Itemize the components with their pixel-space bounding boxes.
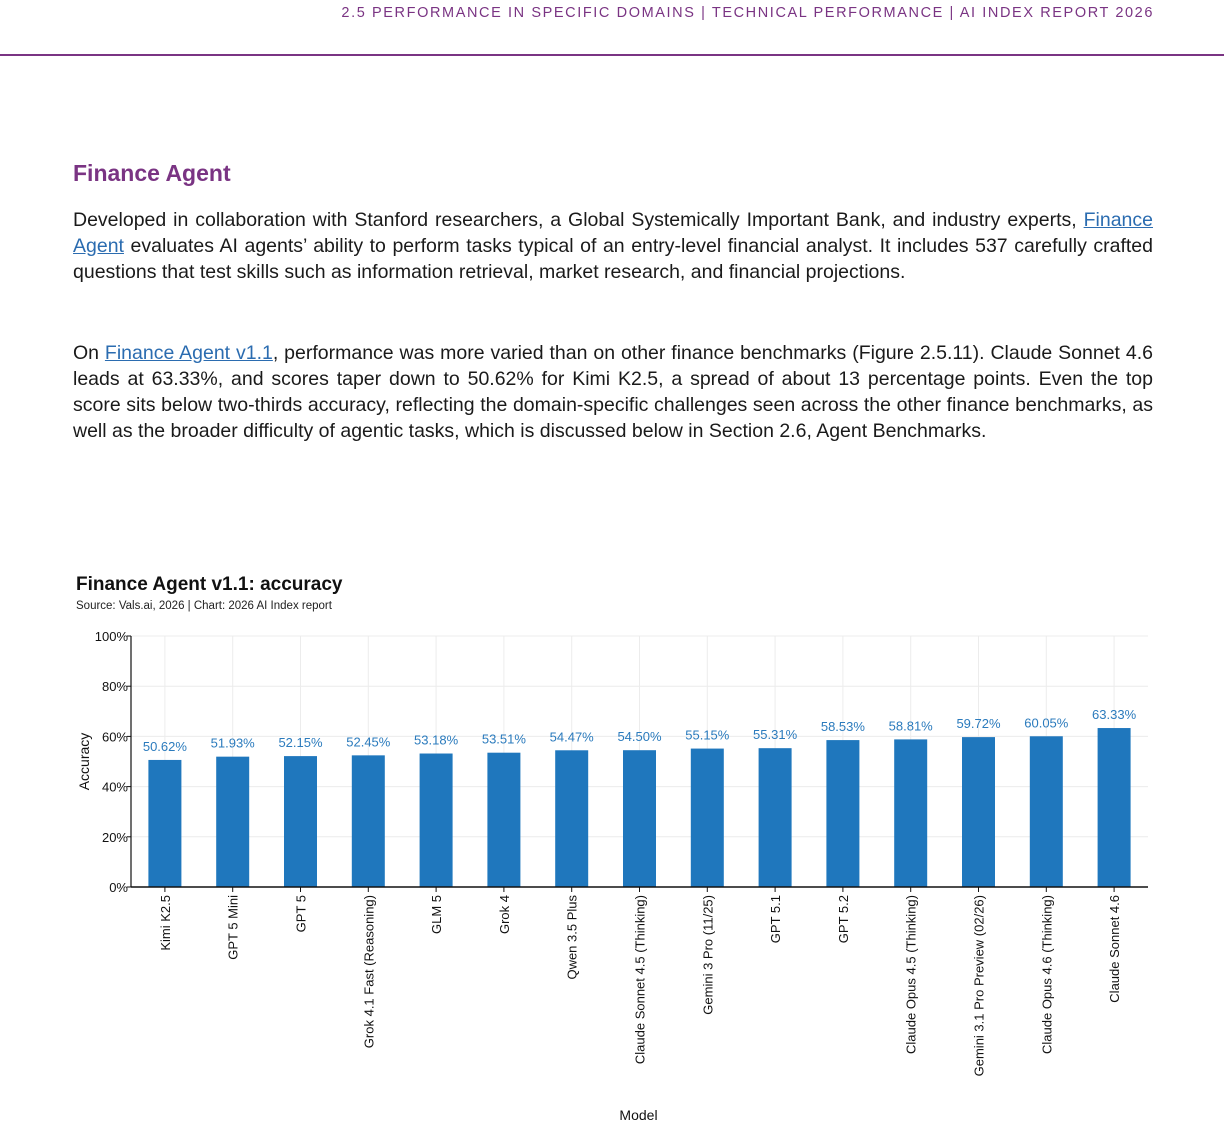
x-tick-label: Claude Opus 4.6 (Thinking): [1039, 895, 1055, 1054]
bar: [826, 740, 859, 887]
bar-value-label: 54.50%: [617, 729, 662, 745]
bar-value-label: 52.45%: [346, 734, 391, 750]
x-tick-label: Claude Sonnet 4.5 (Thinking): [632, 895, 648, 1065]
x-tick-label: GLM 5: [429, 895, 445, 935]
y-tick-label: 100%: [94, 629, 128, 644]
bar: [284, 756, 317, 887]
bar-value-label: 53.51%: [481, 731, 526, 747]
x-tick-label: Grok 4.1 Fast (Reasoning): [361, 895, 377, 1049]
para2-text-start: On: [73, 342, 105, 364]
bar: [759, 748, 792, 887]
x-tick-label: GPT 5: [293, 895, 309, 933]
bar-value-label: 63.33%: [1092, 707, 1137, 723]
bar: [623, 750, 656, 887]
bar-value-label: 54.47%: [549, 729, 594, 745]
y-tick-label: 0%: [109, 880, 128, 895]
para2-text-end: , performance was more varied than on other finance benchmarks (Figure 2.5.11). Claude Sonnet 4.6 leads at 63.33%, and scores taper down to 50.62% for Kimi K2.5, a spread of about 13 percentage points. Even the top score sits below two-thirds accuracy, reflecting the domain-specific challenges seen across the other finance benchmarks, as well as the broader difficulty of agentic tasks, which is discussed below in Section 2.6, Agent Benchmarks.: [73, 342, 1153, 442]
bar-value-label: 60.05%: [1024, 715, 1069, 731]
bar: [555, 750, 588, 887]
y-axis-title: Accuracy: [76, 732, 92, 791]
chart-title: Finance Agent v1.1: accuracy: [76, 574, 343, 595]
chart-source: Source: Vals.ai, 2026 | Chart: 2026 AI Index report: [76, 600, 332, 612]
x-tick-label: GPT 5.1: [768, 895, 784, 944]
x-tick-label: Grok 4: [496, 895, 512, 935]
x-tick-label: Gemini 3.1 Pro Preview (02/26): [971, 895, 987, 1077]
bar: [352, 755, 385, 887]
bar: [962, 737, 995, 887]
x-tick-label: GPT 5 Mini: [225, 895, 241, 960]
bar-value-label: 58.81%: [888, 718, 933, 734]
bar: [1098, 728, 1131, 887]
x-tick-label: Claude Opus 4.5 (Thinking): [903, 895, 919, 1054]
x-axis-title: Model: [619, 1107, 658, 1123]
x-tick-label: Kimi K2.5: [157, 895, 173, 951]
x-tick-label: Gemini 3 Pro (11/25): [700, 895, 716, 1015]
x-tick-label: GPT 5.2: [835, 895, 851, 944]
bar: [148, 760, 181, 887]
finance-agent-v11-link[interactable]: Finance Agent v1.1: [104, 342, 273, 364]
x-tick-label: Qwen 3.5 Plus: [564, 895, 580, 980]
bar-value-label: 58.53%: [820, 719, 865, 735]
bar-value-label: 53.18%: [414, 732, 459, 748]
bar: [216, 757, 249, 887]
bar-value-label: 50.62%: [142, 738, 187, 754]
bar-value-label: 55.15%: [685, 727, 730, 743]
section-title: Finance Agent: [73, 160, 231, 186]
bar: [1030, 736, 1063, 887]
bars: [148, 728, 1130, 887]
bar-value-label: 51.93%: [210, 735, 255, 751]
x-tick-label: Claude Sonnet 4.6: [1107, 895, 1123, 1003]
para1-text-start: Developed in collaboration with Stanford researchers, a Global Systemically Important Bank, and industry experts,: [73, 209, 1084, 231]
y-tick-label: 20%: [101, 829, 128, 845]
bar-value-label: 59.72%: [956, 716, 1001, 732]
y-tick-label: 80%: [101, 679, 128, 695]
bar: [691, 749, 724, 887]
y-tick-label: 60%: [101, 729, 128, 745]
bar: [894, 739, 927, 887]
y-tick-label: 40%: [101, 779, 128, 795]
bar-value-label: 55.31%: [753, 727, 798, 743]
bar: [487, 753, 520, 887]
finance-agent-link[interactable]: Finance Agent: [73, 209, 1153, 257]
bar-value-label: 52.15%: [278, 735, 323, 751]
bar: [420, 754, 453, 887]
para1-text-end: evaluates AI agents’ ability to perform tasks typical of an entry-level financial analyst. It includes 537 carefully crafted questions that test skills such as information retrieval, market research, and financial projections.: [73, 235, 1153, 283]
running-header: 2.5 PERFORMANCE IN SPECIFIC DOMAINS | TECHNICAL PERFORMANCE | AI INDEX REPORT 2026: [341, 5, 1154, 21]
